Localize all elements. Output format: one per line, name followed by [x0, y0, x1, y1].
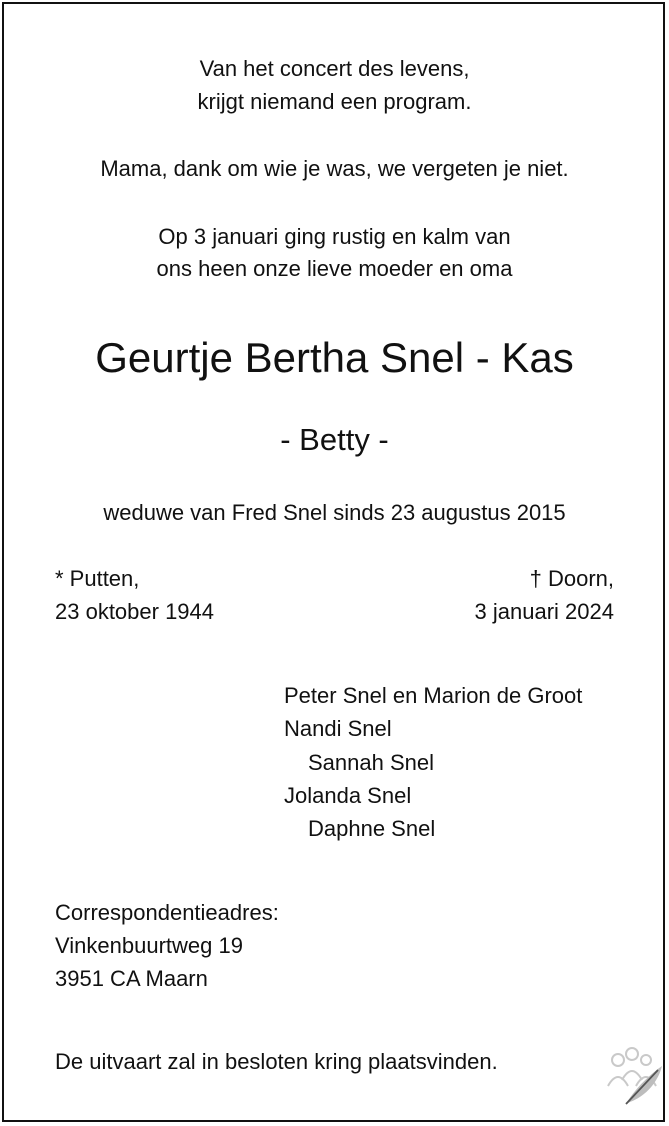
- announcement-line-1: Op 3 januari ging rustig en kalm van: [158, 224, 511, 249]
- correspondence-label: Correspondentieadres:: [55, 900, 279, 925]
- widow-note: weduwe van Fred Snel sinds 23 augustus 2015: [103, 500, 566, 525]
- family-member: Jolanda Snel: [284, 783, 412, 808]
- correspondence-street: Vinkenbuurtweg 19: [55, 933, 243, 958]
- birth-date: 23 oktober 1944: [55, 599, 215, 624]
- death-place: † Doorn,: [529, 566, 614, 591]
- poem-line-2: krijgt niemand een program.: [197, 89, 472, 114]
- correspondence-city: 3951 CA Maarn: [55, 966, 208, 991]
- family-member: Peter Snel en Marion de Groot: [284, 683, 583, 708]
- announcement-line-2: ons heen onze lieve moeder en oma: [156, 256, 513, 281]
- family-member: Daphne Snel: [308, 816, 436, 841]
- family-member: Nandi Snel: [284, 716, 392, 741]
- funeral-note: De uitvaart zal in besloten kring plaatsvinden.: [55, 1049, 498, 1074]
- deceased-name: Geurtje Bertha Snel - Kas: [95, 334, 574, 381]
- poem-line-1: Van het concert des levens,: [199, 56, 470, 81]
- birth-place: * Putten,: [55, 566, 140, 591]
- death-date: 3 januari 2024: [474, 599, 614, 624]
- family-member: Sannah Snel: [308, 750, 434, 775]
- deceased-nickname: - Betty -: [280, 422, 389, 457]
- people-feather-logo-icon: [604, 1038, 666, 1108]
- tribute-text: Mama, dank om wie je was, we vergeten je niet.: [100, 156, 569, 181]
